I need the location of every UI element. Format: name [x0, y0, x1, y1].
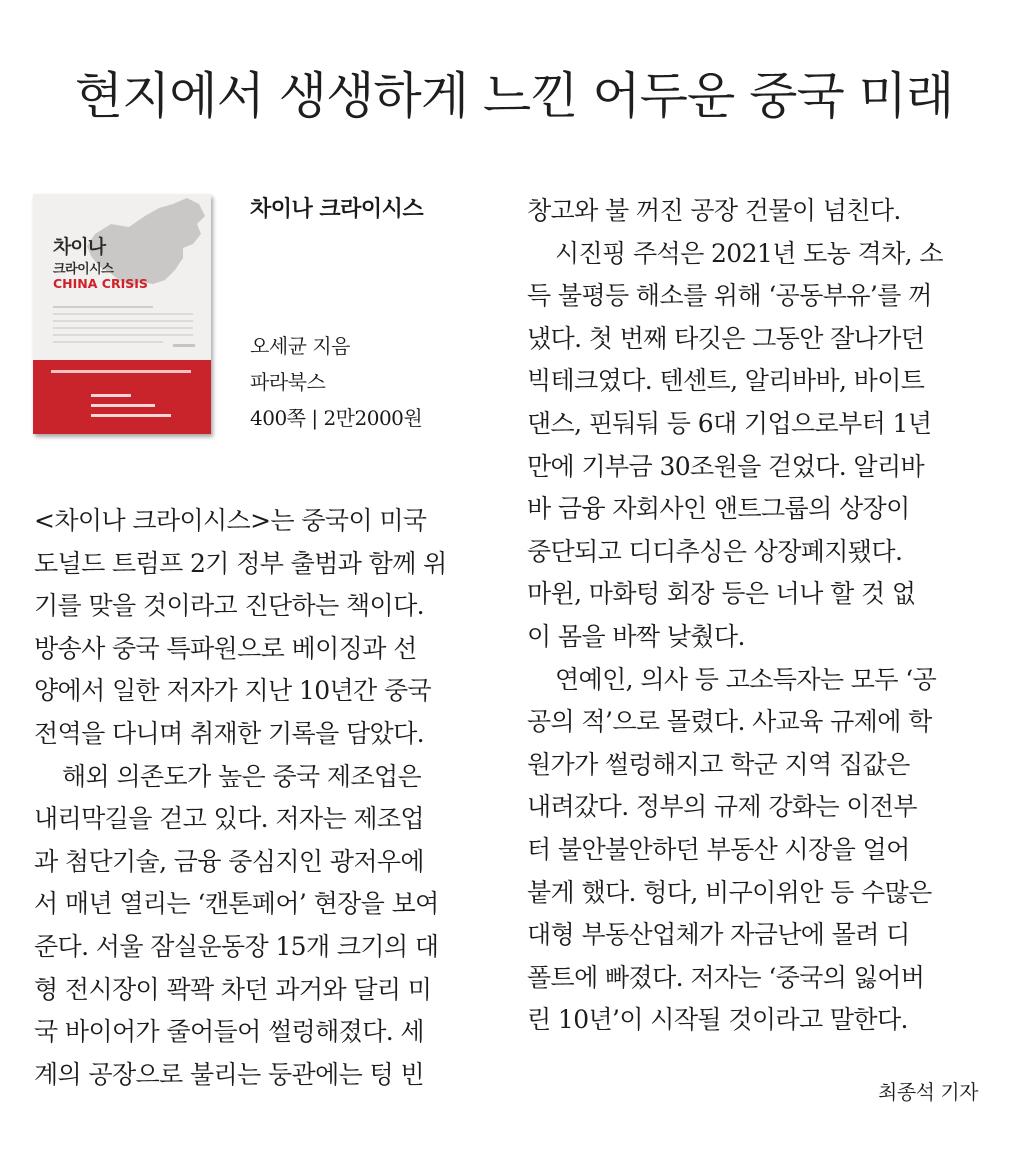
- text-line: 도널드 트럼프 2기 정부 출범과 함께 위: [34, 548, 447, 578]
- text-line: 형 전시장이 꽉꽉 차던 과거와 달리 미: [34, 974, 432, 1004]
- cover-tagline-bar: [51, 370, 191, 373]
- headline: 현지에서 생생하게 느낀 어두운 중국 미래: [74, 67, 954, 125]
- byline: 최종석 기자: [878, 1080, 978, 1104]
- text-line: 대형 부동산업체가 자금난에 몰려 디: [527, 920, 910, 950]
- book-publisher: 파라북스: [250, 370, 326, 394]
- text-line: 양에서 일한 저자가 지난 10년간 중국: [34, 676, 432, 706]
- text-line: 해외 의존도가 높은 중국 제조업은: [62, 761, 422, 791]
- text-line: 연예인, 의사 등 고소득자는 모두 ‘공: [555, 664, 937, 694]
- text-line: 내리막길을 걷고 있다. 저자는 제조업: [34, 804, 424, 834]
- cover-author-mark: [173, 344, 195, 347]
- text-line: 댄스, 핀둬둬 등 6대 기업으로부터 1년: [527, 408, 932, 438]
- article-left-column: [34, 500, 494, 1096]
- text-line: 린 10년’이 시작될 것이라고 말한다.: [527, 1005, 908, 1035]
- text-line: 방송사 중국 특파원으로 베이징과 선: [34, 633, 417, 663]
- text-line: 전역을 다니며 취재한 기록을 담았다.: [34, 718, 424, 748]
- text-line: 빅테크였다. 텐센트, 알리바바, 바이트: [527, 366, 925, 396]
- text-line: 공의 적’으로 몰렸다. 사교육 규제에 학: [527, 707, 932, 737]
- text-line: 이 몸을 바짝 낮췄다.: [527, 621, 745, 651]
- cover-title: 차이나: [53, 236, 106, 258]
- text-line: 국 바이어가 줄어들어 썰렁해졌다. 세: [34, 1017, 424, 1047]
- article-right-column: [527, 190, 987, 1042]
- text-line: 폴트에 빠졌다. 저자는 ‘중국의 잃어버: [527, 962, 925, 992]
- text-line: 붙게 했다. 헝다, 비구이위안 등 수많은: [527, 877, 932, 907]
- text-line: 만에 기부금 30조원을 걷었다. 알리바: [527, 451, 925, 481]
- text-line: 바 금융 자회사인 앤트그룹의 상장이: [527, 494, 910, 524]
- text-line: 원가가 썰렁해지고 학군 지역 집값은: [527, 749, 910, 779]
- text-line: 창고와 불 꺼진 공장 건물이 넘친다.: [527, 196, 901, 225]
- cover-subtitle: 크라이시스: [53, 262, 114, 277]
- text-line: 계의 공장으로 불리는 둥관에는 텅 빈: [34, 1059, 424, 1089]
- text-line: 중단되고 디디추싱은 상장폐지됐다.: [527, 536, 903, 566]
- cover-english-title: CHINA CRISIS: [53, 276, 148, 291]
- text-line: 득 불평등 해소를 위해 ‘공동부유’를 꺼: [527, 281, 932, 311]
- text-line: 시진핑 주석은 2021년 도농 격차, 소: [555, 238, 943, 268]
- book-pages-price: 400쪽 | 2만2000원: [250, 406, 423, 430]
- text-line: 기를 맞을 것이라고 진단하는 책이다.: [34, 591, 424, 621]
- text-line: 냈다. 첫 번째 타깃은 그동안 잘나가던: [527, 323, 925, 353]
- text-line: 과 첨단기술, 금융 중심지인 광저우에: [34, 846, 424, 876]
- text-line: 마윈, 마화텅 회장 등은 너나 할 것 없: [527, 579, 916, 609]
- text-line: 준다. 서울 잠실운동장 15개 크기의 대: [34, 931, 439, 961]
- text-line: <차이나 크라이시스>는 중국이 미국: [34, 506, 427, 535]
- book-title: 차이나 크라이시스: [250, 197, 424, 222]
- text-line: 터 불안불안하던 부동산 시장을 얼어: [527, 834, 910, 864]
- text-line: 서 매년 열리는 ‘캔톤페어’ 현장을 보여: [34, 889, 439, 919]
- book-author: 오세균 지음: [250, 334, 350, 358]
- cover-red-band: [33, 360, 211, 434]
- text-line: 내려갔다. 정부의 규제 강화는 이전부: [527, 792, 917, 822]
- book-meta: [250, 328, 422, 436]
- book-cover: [33, 194, 211, 434]
- cover-text-lines: [53, 306, 193, 348]
